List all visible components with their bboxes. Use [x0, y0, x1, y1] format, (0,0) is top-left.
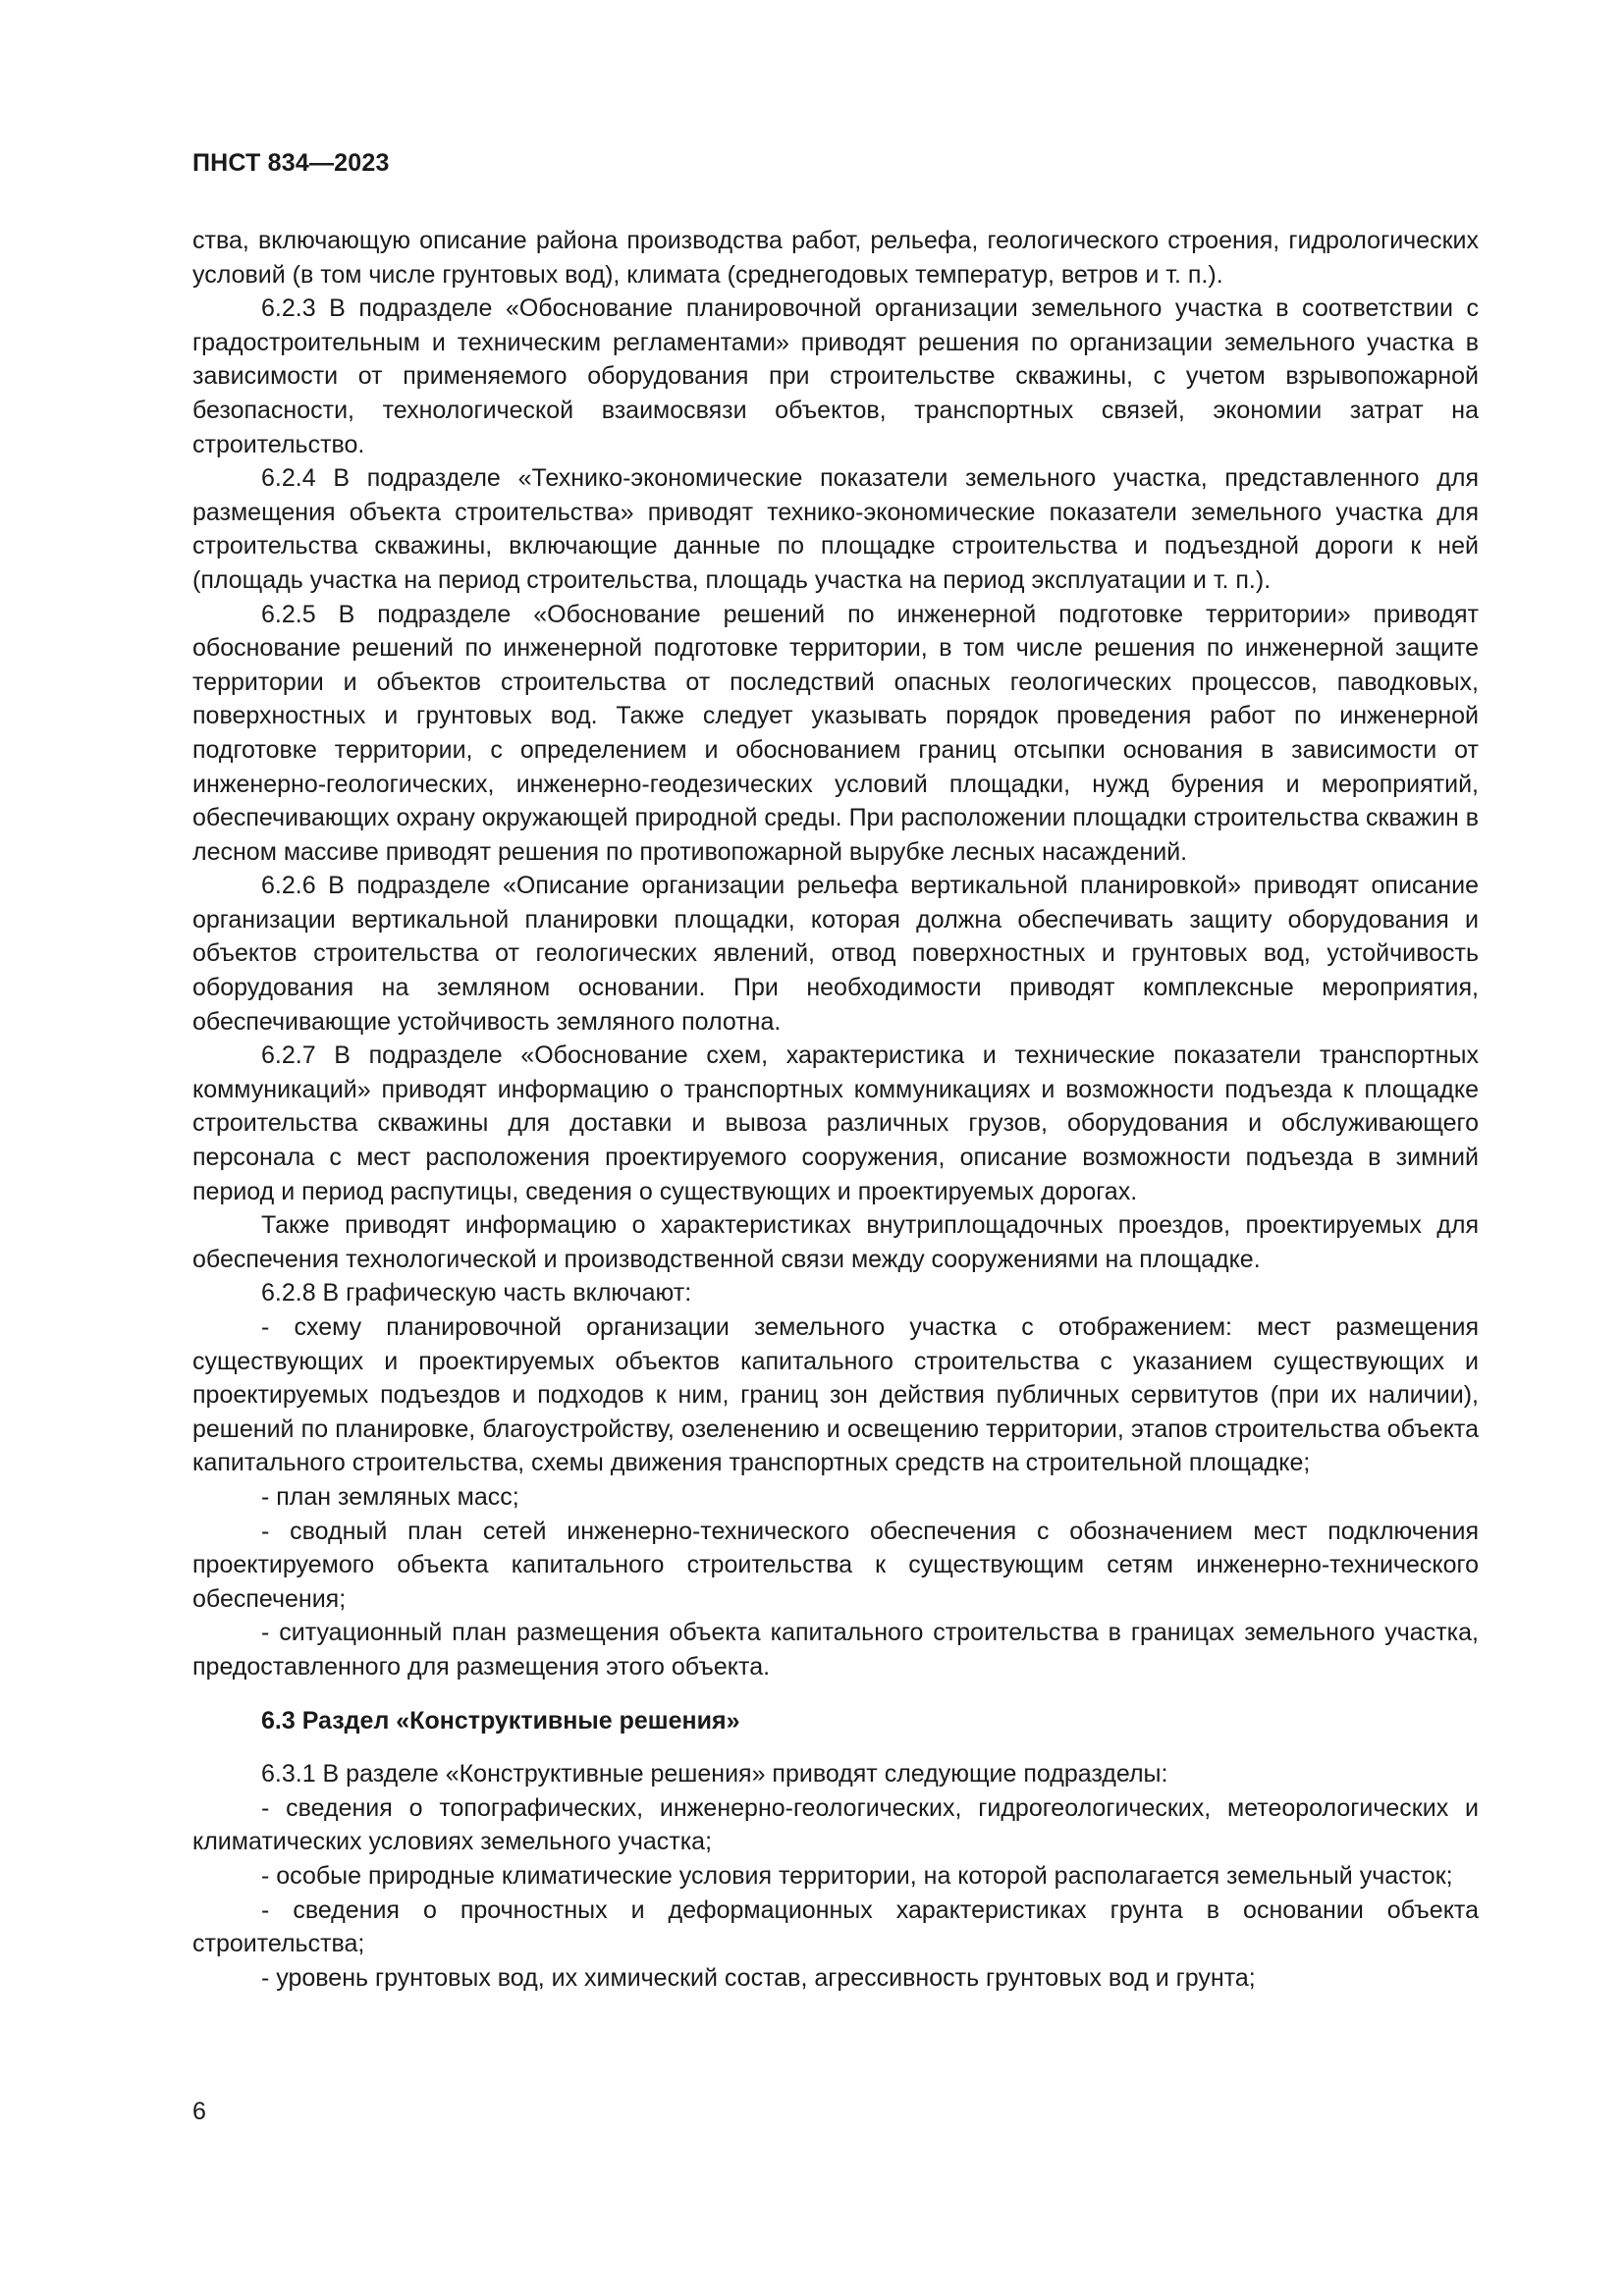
list-item-6-3-1-c: - сведения о прочностных и деформационных характеристиках грунта в основании объекта строительства; — [192, 1896, 1479, 1958]
list-item-6-2-8-b: - план земляных масс; — [261, 1482, 519, 1511]
list-item-6-2-8-c: - сводный план сетей инженерно-технического обеспечения с обозначением мест подключения проектируемого объекта капитального строительства к существующим сетям инженерно-технического обеспечения; — [192, 1517, 1479, 1613]
paragraph-6-2-8: 6.2.8 В графическую часть включают: — [261, 1279, 692, 1308]
list-item-6-2-8-a: - схему планировочной организации земельного участка с отображением: мест размещения существующих и проектируемых объектов капитального строительства с указанием существующих и проектируемых подъездов и подходов к ним, границ зон действия публичных сервитутов (при их наличии), решений по планировке, благоустройству, озеленению и освещению территории, этапов строительства объекта капитального строительства, схемы движения транспортных средств на строительной площадке; — [192, 1313, 1479, 1477]
list-item-6-3-1-d: - уровень грунтовых вод, их химический состав, агрессивность грунтовых вод и грунта; — [261, 1963, 1256, 1992]
list-item-6-2-8-d: - ситуационный план размещения объекта капитального строительства в границах земельного участка, предоставленного для размещения этого объекта. — [192, 1619, 1479, 1681]
paragraph-6-3-1: 6.3.1 В разделе «Конструктивные решения» приводят следующие подразделы: — [261, 1760, 1168, 1789]
paragraph-6-2-4: 6.2.4 В подразделе «Технико-экономические показатели земельного участка, представленного для размещения объекта строительства» приводят технико-экономические показатели земельного участка для строительства скважины, включающие данные по площадке строительства и подъездной дороги к ней (площадь участка на период строительства, площадь участка на период эксплуатации и т. п.). — [192, 464, 1479, 594]
paragraph-continuation: ства, включающую описание района производства работ, рельефа, геологического строения, гидрологических условий (в том числе грунтовых вод), климата (среднегодовых температур, ветров и т. п.). — [192, 227, 1479, 289]
document-code-header: ПНСТ 834—2023 — [192, 149, 390, 177]
document-body — [192, 224, 1479, 1995]
paragraph-6-2-5: 6.2.5 В подразделе «Обоснование решений по инженерной подготовке территории» приводят обоснование решений по инженерной подготовке территории, в том числе решения по инженерной защите территории и объектов строительства от последствий опасных геологических процессов, паводковых, поверхностных и грунтовых вод. Также следует указывать порядок проведения работ по инженерной подготовке территории, с определением и обоснованием границ отсыпки основания в зависимости от инженерно-геологических, инженерно-геодезических условий площадки, нужд бурения и мероприятий, обеспечивающих охрану окружающей природной среды. При расположении площадки строительства скважин в лесном массиве приводят решения по противопожарной вырубке лесных насаждений. — [192, 600, 1480, 866]
paragraph-6-2-7-continued: Также приводят информацию о характеристиках внутриплощадочных проездов, проектируемых для обеспечения технологической и производственной связи между сооружениями на площадке. — [192, 1211, 1479, 1273]
section-heading-6-3: 6.3 Раздел «Конструктивные решения» — [261, 1706, 740, 1735]
paragraph-6-2-6: 6.2.6 В подразделе «Описание организации рельефа вертикальной планировкой» приводят описание организации вертикальной планировки площадки, которая должна обеспечивать защиту оборудования и объектов строительства от геологических явлений, отвод поверхностных и грунтовых вод, устойчивость оборудования на земляном основании. При необходимости приводят комплексные мероприятия, обеспечивающие устойчивость земляного полотна. — [192, 872, 1479, 1036]
list-item-6-3-1-b: - особые природные климатические условия территории, на которой располагается земельный участок; — [261, 1861, 1453, 1890]
paragraph-6-2-3: 6.2.3 В подразделе «Обоснование планировочной организации земельного участка в соответствии с градостроительным и техническим регламентами» приводят решения по организации земельного участка в зависимости от применяемого оборудования при строительстве скважины, с учетом взрывопожарной безопасности, технологической взаимосвязи объектов, транспортных связей, экономии затрат на строительство. — [192, 294, 1479, 458]
page-number: 6 — [192, 2098, 206, 2125]
list-item-6-3-1-a: - сведения о топографических, инженерно-геологических, гидрогеологических, метеорологических и климатических условиях земельного участка; — [192, 1793, 1479, 1856]
paragraph-6-2-7: 6.2.7 В подразделе «Обоснование схем, характеристика и технические показатели транспортных коммуникаций» приводят информацию о транспортных коммуникациях и возможности подъезда к площадке строительства скважины для доставки и вывоза различных грузов, оборудования и обслуживающего персонала с мест расположения проектируемого сооружения, описание возможности подъезда в зимний период и период распутицы, сведения о существующих и проектируемых дорогах. — [192, 1041, 1479, 1205]
